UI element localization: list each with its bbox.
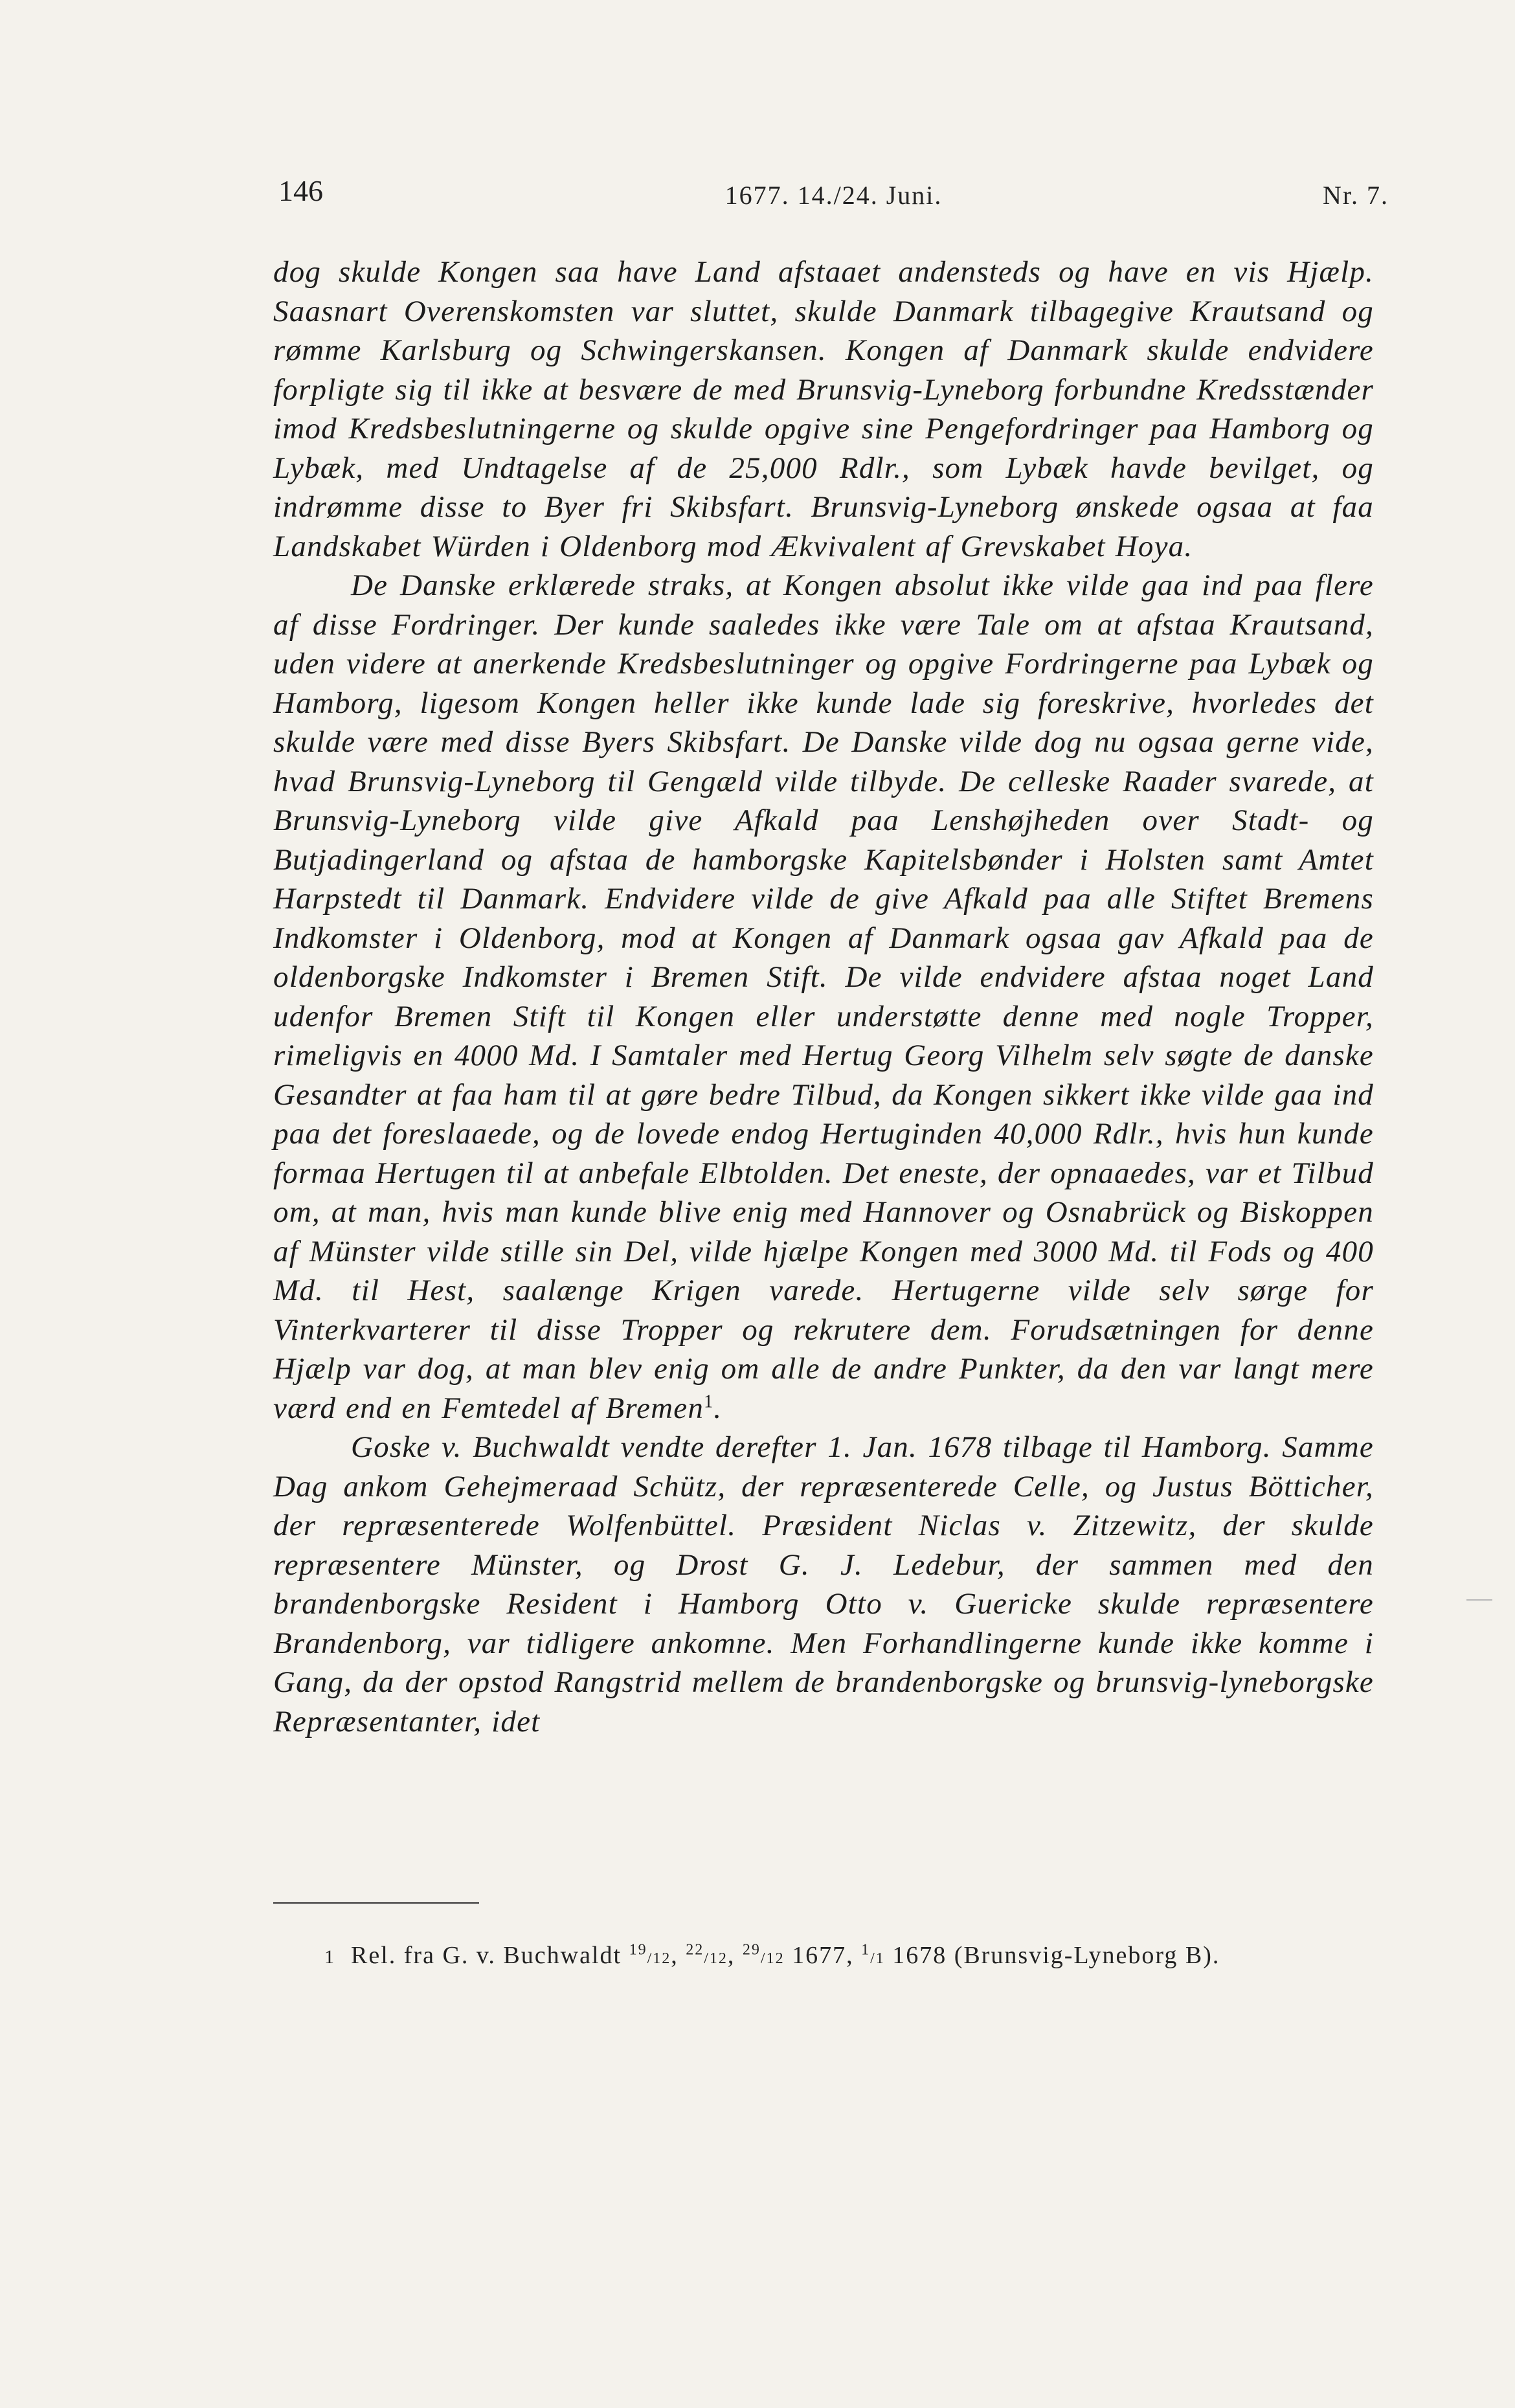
date-1-denominator: /12 xyxy=(647,1950,671,1967)
paragraph-3: Goske v. Buchwaldt vendte derefter 1. Jan. 1678 tilbage til Hamborg. Samme Dag ankom Gehejmeraad Schütz, der repræsenterede Celle, og Justus Bötticher, der repræsenterede Wolfenbüttel. Præsident Niclas v. Zitzewitz, der skulde repræsentere Münster, og Drost G. J. Ledebur, der sammen med den brandenborgske Resident i Hamborg Otto v. Guericke skulde repræsentere Brandenborg, var tidligere ankomne. Men Forhandlingerne kunde ikke komme i Gang, da der opstod Rangstrid mellem de brandenborgske og brunsvig-lyneborgske Repræsentanter, idet xyxy=(273,1430,1374,1738)
date-2-denominator: /12 xyxy=(704,1950,728,1967)
margin-mark xyxy=(1466,1599,1492,1601)
footnote-text-c: 1678 (Brunsvig-Lyneborg B). xyxy=(884,1942,1220,1969)
header-date: 1677. 14./24. Juni. xyxy=(724,181,943,210)
footnote-sep-2: , xyxy=(727,1942,743,1969)
date-3-numerator: 29 xyxy=(742,1941,761,1959)
footnote-sep-1: , xyxy=(671,1942,686,1969)
footnote-reference: 1 xyxy=(704,1391,714,1412)
date-2-numerator: 22 xyxy=(686,1941,704,1959)
footnote-rule xyxy=(273,1902,479,1904)
paragraph-2-text: De Danske erklærede straks, at Kongen absolut ikke vilde gaa ind paa flere af disse Fordringer. Der kunde saaledes ikke være Tale om at afstaa Krautsand, uden videre at anerkende Kredsbeslutninger og opgive Fordringerne paa Lybæk og Hamborg, ligesom Kongen heller ikke kunde lade sig foreskrive, hvorledes det skulde være med disse Byers Skibsfart. De Danske vilde dog nu ogsaa gerne vide, hvad Brunsvig-Lyneborg til Gengæld vilde tilbyde. De celleske Raader svarede, at Brunsvig-Lyneborg vilde give Afkald paa Lenshøjheden over Stadt- og Butjadingerland og afstaa de hamborgske Kapitelsbønder i Holsten samt Amtet Harpstedt til Danmark. Endvidere vilde de give Afkald paa alle Stiftet Bremens Indkomster i Oldenborg, mod at Kongen af Danmark ogsaa gav Afkald paa de oldenborgske Indkomster i Bremen Stift. De vilde endvidere afstaa noget Land udenfor Bremen Stift til Kongen eller understøtte denne med nogle Tropper, rimeligvis en 4000 Md. I Samtaler med Hertug Georg Vilhelm selv søgte de danske Gesandter at faa ham til at gøre bedre Tilbud, da Kongen sikkert ikke vilde gaa ind paa det foreslaaede, og de lovede endog Hertuginden 40,000 Rdlr., hvis hun kunde formaa Hertugen til at anbefale Elbtolden. Det eneste, der opnaaedes, var et Tilbud om, at man, hvis man kunde blive enig med Hannover og Osnabrück og Biskoppen af Münster vilde stille sin Del, vilde hjælpe Kongen med 3000 Md. til Fods og 400 Md. til Hest, saalænge Krigen varede. Hertugerne vilde selv sørge for Vinterkvarterer til disse Tropper og rekrutere dem. Forudsætningen for denne Hjælp var dog, at man blev enig om alle de andre Punkter, da den var langt mere værd end en Femtedel af Bremen xyxy=(273,568,1374,1425)
date-3-denominator: /12 xyxy=(760,1950,785,1967)
footnote-text-b: 1677, xyxy=(784,1942,862,1969)
paragraph-1: dog skulde Kongen saa have Land afstaaet andensteds og have en vis Hjælp. Saasnart Overenskomsten var sluttet, skulde Danmark tilbagegive Krautsand og rømme Karlsburg og Schwingerskansen. Kongen af Danmark skulde endvidere forpligte sig til ikke at besvære de med Brunsvig-Lyneborg forbundne Kredsstænder imod Kredsbeslutningerne og skulde opgive sine Pengefordringer paa Hamborg og Lybæk, med Undtagelse af de 25,000 Rdlr., som Lybæk havde bevilget, og indrømme disse to Byer fri Skibsfart. Brunsvig-Lyneborg ønskede ogsaa at faa Landskabet Würden i Oldenborg mod Ækvivalent af Grevskabet Hoya. xyxy=(273,255,1374,563)
document-number: Nr. 7. xyxy=(1323,181,1389,210)
paragraph-2-end: . xyxy=(713,1391,723,1425)
paragraph-2 xyxy=(273,566,1374,1428)
date-4-denominator: /1 xyxy=(870,1950,885,1967)
running-header xyxy=(278,174,1389,212)
footnote-marker: 1 xyxy=(324,1946,335,1968)
page-number: 146 xyxy=(278,174,323,207)
footnote-text-a: Rel. fra G. v. Buchwaldt xyxy=(351,1942,629,1969)
footnote xyxy=(273,1936,1374,1977)
date-1-numerator: 19 xyxy=(629,1941,647,1959)
main-text xyxy=(273,253,1374,1741)
date-4-numerator: 1 xyxy=(861,1941,871,1959)
